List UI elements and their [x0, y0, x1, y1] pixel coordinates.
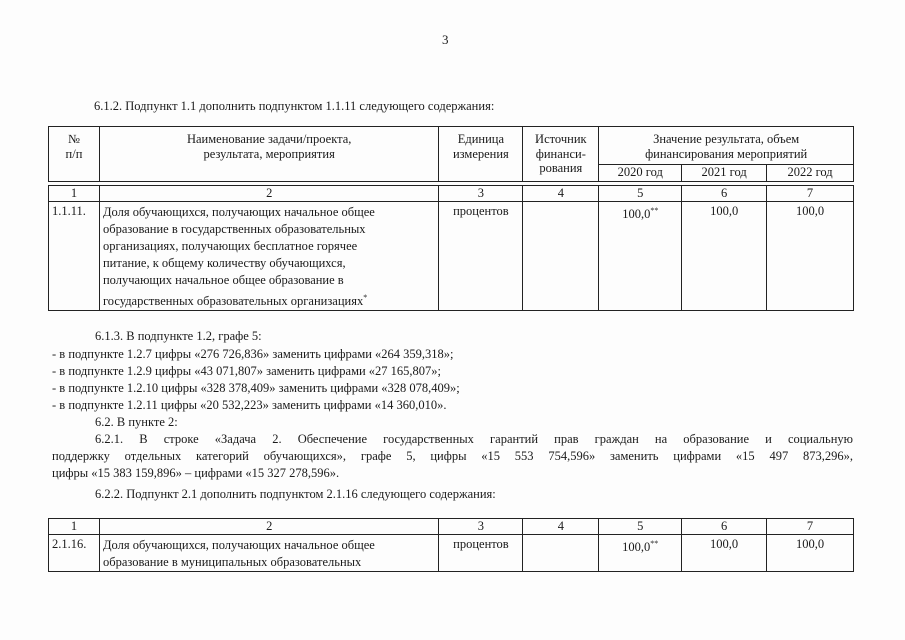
para-6-2-1-end: цифры «15 383 159,896» – цифрами «15 327 278,596».	[52, 466, 340, 480]
row-unit: процентов	[439, 535, 523, 572]
footnote-mark: *	[363, 293, 368, 302]
table-row	[49, 535, 854, 572]
header-2022: 2022 год	[767, 165, 854, 182]
row-2021: 100,0	[682, 202, 767, 311]
para-6-1-3: 6.1.3. В подпункте 1.2, графе 5:	[95, 329, 262, 343]
row-num: 1.1.11.	[49, 202, 100, 311]
header-name: Наименование задачи/проекта, результата, мероприятия	[99, 127, 438, 182]
header-2021: 2021 год	[682, 165, 767, 182]
row-2020: 100,0**	[599, 535, 682, 572]
section-heading-6-1-2: 6.1.2. Подпункт 1.1 дополнить подпунктом 1.1.11 следующего содержания:	[94, 99, 495, 113]
row-2021: 100,0	[682, 535, 767, 572]
para-6-2: 6.2. В пункте 2:	[95, 415, 178, 429]
header-source: Источник финанси- рования	[523, 127, 599, 182]
row-description: Доля обучающихся, получающих начальное общее образование в государственных образовательных организациях, получающих бесплатное горячее питание, к общему количеству обучающихся, получающих начальное общее образование в государственных образовательных организациях*	[99, 202, 438, 311]
para-6-2-2: 6.2.2. Подпункт 2.1 дополнить подпунктом 2.1.16 следующего содержания:	[95, 487, 496, 501]
page-number: 3	[442, 32, 449, 47]
footnote-mark: **	[650, 206, 659, 215]
row-2022: 100,0	[767, 535, 854, 572]
row-source	[523, 535, 599, 572]
results-table-1	[48, 126, 854, 311]
row-2020: 100,0**	[599, 202, 682, 311]
list-item: - в подпункте 1.2.10 цифры «328 378,409» заменить цифрами «328 078,409»;	[52, 381, 460, 395]
table-row	[49, 202, 854, 311]
row-unit: процентов	[439, 202, 523, 311]
header-2020: 2020 год	[599, 165, 682, 182]
footnote-mark: **	[650, 539, 659, 548]
row-description: Доля обучающихся, получающих начальное общее образование в муниципальных образовательных	[99, 535, 438, 572]
list-item: - в подпункте 1.2.11 цифры «20 532,223» заменить цифрами «14 360,010».	[52, 398, 447, 412]
para-6-2-1: 6.2.1. В строке «Задача 2. Обеспечение государственных гарантий прав граждан на образование и социальную	[95, 432, 853, 446]
list-item: - в подпункте 1.2.9 цифры «43 071,807» заменить цифрами «27 165,807»;	[52, 364, 442, 378]
header-value: Значение результата, объем финансирования мероприятий	[599, 127, 854, 165]
para-6-2-1-cont: поддержку отдельных категорий обучающихся», графе 5, цифры «15 553 754,596» заменить цифрами «15 497 873,296»,	[52, 449, 853, 463]
index-row: 1 2 3 4 5 6 7	[49, 519, 854, 535]
header-unit: Единица измерения	[439, 127, 523, 182]
index-row: 1 2 3 4 5 6 7	[49, 186, 854, 202]
header-num: № п/п	[49, 127, 100, 182]
results-table-2	[48, 518, 854, 572]
row-num: 2.1.16.	[49, 535, 100, 572]
row-source	[523, 202, 599, 311]
row-2022: 100,0	[767, 202, 854, 311]
list-item: - в подпункте 1.2.7 цифры «276 726,836» заменить цифрами «264 359,318»;	[52, 347, 454, 361]
